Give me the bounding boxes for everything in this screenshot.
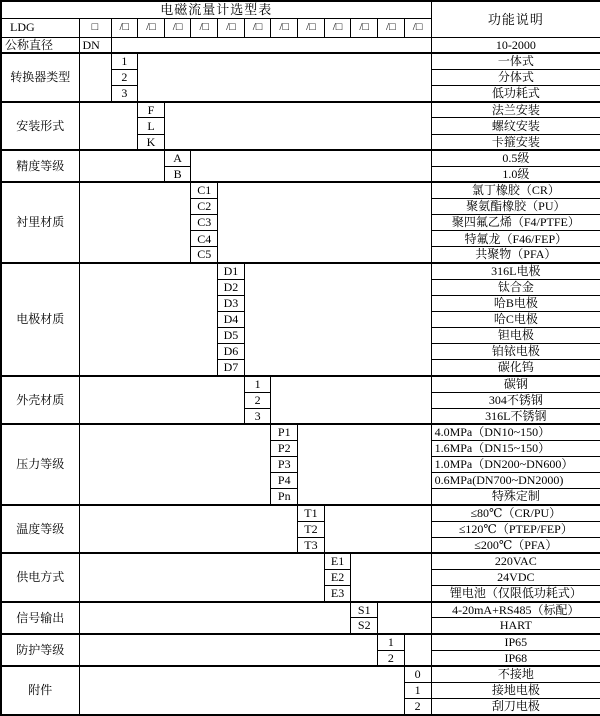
option-desc: ≤120℃（PTEP/FEP）	[431, 521, 600, 537]
filler-cell	[79, 376, 244, 424]
option-desc: 碳钢	[431, 376, 600, 392]
option-code: 0	[404, 666, 431, 682]
filler-cell	[79, 53, 111, 101]
option-row	[1, 37, 600, 53]
category-label: 防护等级	[1, 634, 79, 666]
code-box: /□	[271, 18, 298, 37]
option-code: 1	[111, 53, 138, 69]
option-code: D4	[218, 311, 245, 327]
option-code: B	[164, 166, 191, 182]
option-code: D6	[218, 344, 245, 360]
filler-cell	[79, 666, 404, 715]
option-code: 2	[111, 70, 138, 86]
filler-cell	[79, 634, 378, 666]
code-box: /□	[164, 18, 191, 37]
category-label: 电极材质	[1, 263, 79, 376]
option-code: C4	[191, 231, 218, 247]
option-code: T3	[298, 537, 325, 553]
category-label: 供电方式	[1, 553, 79, 601]
base-code-box: □	[79, 18, 111, 37]
option-desc: IP68	[431, 650, 600, 666]
option-code: E2	[324, 569, 351, 585]
option-code: 2	[244, 392, 271, 408]
option-desc: 316L电极	[431, 263, 600, 279]
option-code: P4	[271, 473, 298, 489]
option-row	[1, 424, 600, 440]
page-title: 电磁流量计选型表	[1, 1, 431, 18]
option-code: D7	[218, 360, 245, 376]
category-label: 安装形式	[1, 102, 79, 150]
option-row	[1, 150, 600, 166]
option-desc: 特氟龙（F46/FEP）	[431, 231, 600, 247]
category-label: 精度等级	[1, 150, 79, 182]
option-code: C5	[191, 247, 218, 263]
filler-cell	[191, 150, 431, 182]
filler-cell	[351, 553, 431, 601]
filler-cell	[79, 602, 351, 634]
option-desc: 哈C电极	[431, 311, 600, 327]
option-desc: 共聚物（PFA）	[431, 247, 600, 263]
category-label: 转换器类型	[1, 53, 79, 101]
option-code: P1	[271, 424, 298, 440]
option-desc: 哈B电极	[431, 295, 600, 311]
option-code: P3	[271, 457, 298, 473]
code-box: /□	[191, 18, 218, 37]
code-box: /□	[378, 18, 405, 37]
filler-cell	[79, 102, 138, 150]
option-desc: 卡箍安装	[431, 134, 600, 150]
option-desc: 10-2000	[431, 37, 600, 53]
code-box: /□	[244, 18, 271, 37]
option-code: 3	[244, 408, 271, 424]
option-desc: HART	[431, 618, 600, 634]
category-label: 公称直径	[1, 37, 79, 53]
option-code: 1	[378, 634, 405, 650]
option-code: Pn	[271, 489, 298, 505]
option-code: F	[138, 102, 165, 118]
option-desc: 钛合金	[431, 279, 600, 295]
option-code: S2	[351, 618, 378, 634]
option-code: E3	[324, 586, 351, 602]
option-desc: 氯丁橡胶（CR）	[431, 182, 600, 198]
option-desc: 1.6MPa（DN15~150）	[431, 440, 600, 456]
option-desc: 1.0级	[431, 166, 600, 182]
option-desc: 刮刀电极	[431, 698, 600, 715]
option-row	[1, 634, 600, 650]
option-desc: 1.0MPa（DN200~DN600）	[431, 457, 600, 473]
filler-cell	[79, 424, 271, 505]
option-code: C1	[191, 182, 218, 198]
filler-cell	[111, 37, 431, 53]
filler-cell	[138, 53, 431, 101]
option-desc: 法兰安装	[431, 102, 600, 118]
filler-cell	[271, 376, 431, 424]
filler-cell	[79, 505, 298, 553]
option-desc: 304不锈钢	[431, 392, 600, 408]
option-row	[1, 505, 600, 521]
option-desc: ≤200℃（PFA）	[431, 537, 600, 553]
code-box: /□	[404, 18, 431, 37]
category-label: 外壳材质	[1, 376, 79, 424]
code-box: /□	[218, 18, 245, 37]
filler-cell	[218, 182, 431, 263]
option-desc: 铂铱电极	[431, 344, 600, 360]
category-label: 温度等级	[1, 505, 79, 553]
option-code: 3	[111, 86, 138, 102]
code-box: /□	[324, 18, 351, 37]
code-box: /□	[111, 18, 138, 37]
filler-cell	[79, 263, 218, 376]
option-desc: 不接地	[431, 666, 600, 682]
option-desc: 4.0MPa（DN10~150）	[431, 424, 600, 440]
option-code: E1	[324, 553, 351, 569]
option-desc: 螺纹安装	[431, 118, 600, 134]
option-row	[1, 182, 600, 198]
option-code: D1	[218, 263, 245, 279]
option-code: DN	[79, 37, 111, 53]
option-desc: 0.5级	[431, 150, 600, 166]
option-code: D5	[218, 328, 245, 344]
option-desc: 分体式	[431, 70, 600, 86]
filler-cell	[244, 263, 431, 376]
option-desc: 锂电池（仅限低功耗式）	[431, 586, 600, 602]
option-desc: 24VDC	[431, 569, 600, 585]
category-label: 压力等级	[1, 424, 79, 505]
filler-cell	[298, 424, 431, 505]
option-row	[1, 263, 600, 279]
option-desc: 一体式	[431, 53, 600, 69]
option-desc: 聚四氟乙烯（F4/PTFE）	[431, 215, 600, 231]
option-row	[1, 376, 600, 392]
option-code: D2	[218, 279, 245, 295]
option-row	[1, 553, 600, 569]
model-prefix: LDG	[1, 18, 79, 37]
option-code: 2	[378, 650, 405, 666]
filler-cell	[79, 150, 164, 182]
option-code: S1	[351, 602, 378, 618]
option-code: D3	[218, 295, 245, 311]
option-code: C2	[191, 199, 218, 215]
option-code: P2	[271, 440, 298, 456]
option-desc: 特殊定制	[431, 489, 600, 505]
filler-cell	[164, 102, 431, 150]
option-row	[1, 102, 600, 118]
option-code: K	[138, 134, 165, 150]
option-code: L	[138, 118, 165, 134]
option-code: 1	[404, 682, 431, 698]
filler-cell	[378, 602, 432, 634]
title-row	[1, 1, 600, 18]
option-desc: 聚氨酯橡胶（PU）	[431, 199, 600, 215]
category-label: 信号输出	[1, 602, 79, 634]
filler-cell	[324, 505, 431, 553]
option-desc: 0.6MPa(DN700~DN2000)	[431, 473, 600, 489]
option-row	[1, 53, 600, 69]
option-code: 1	[244, 376, 271, 392]
option-desc: 接地电极	[431, 682, 600, 698]
code-box: /□	[298, 18, 325, 37]
option-code: A	[164, 150, 191, 166]
filler-cell	[79, 182, 191, 263]
option-desc: IP65	[431, 634, 600, 650]
option-row	[1, 666, 600, 682]
option-code: 2	[404, 698, 431, 715]
option-desc: 钽电极	[431, 328, 600, 344]
option-desc: 4-20mA+RS485（标配）	[431, 602, 600, 618]
category-label: 附件	[1, 666, 79, 715]
option-desc: 碳化钨	[431, 360, 600, 376]
option-code: T1	[298, 505, 325, 521]
option-code: C3	[191, 215, 218, 231]
filler-cell	[79, 553, 324, 601]
category-label: 衬里材质	[1, 182, 79, 263]
option-code: T2	[298, 521, 325, 537]
filler-cell	[404, 634, 431, 666]
code-box: /□	[138, 18, 165, 37]
option-desc: 220VAC	[431, 553, 600, 569]
option-desc: 316L不锈钢	[431, 408, 600, 424]
option-desc: ≤80℃（CR/PU）	[431, 505, 600, 521]
option-row	[1, 602, 600, 618]
function-column-header: 功能说明	[431, 1, 600, 37]
option-desc: 低功耗式	[431, 86, 600, 102]
code-box: /□	[351, 18, 378, 37]
